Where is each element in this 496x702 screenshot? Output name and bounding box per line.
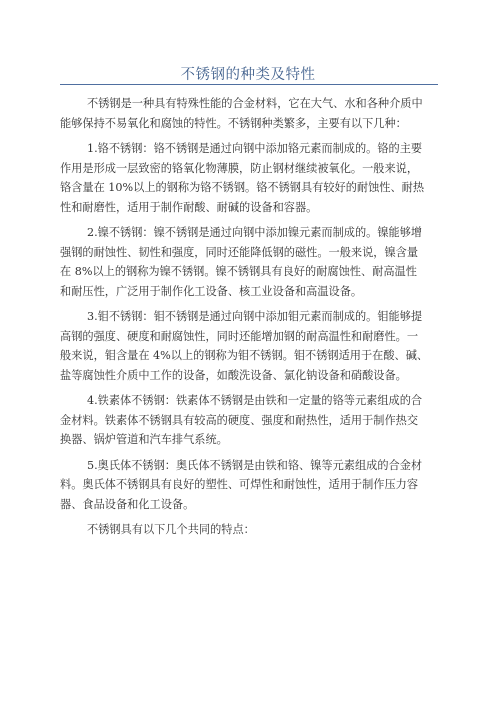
- text-line: 3.钼不锈钢：钼不锈钢是通过向钢中添加钼元素而制成的。钼能够提: [87, 310, 423, 323]
- text-line: 般来说，钼含量在 4%以上的钢称为钼不锈钢。钼不锈钢适用于在酸、碱、: [60, 349, 429, 362]
- text-line: 铬含量在 10%以上的钢称为铬不锈钢。铬不锈钢具有较好的耐蚀性、耐热: [60, 181, 425, 194]
- text-line: 不锈钢是一种具有特殊性能的合金材料，它在大气、水和各种介质中: [87, 97, 423, 110]
- text-line: 料。奥氏体不锈钢具有良好的塑性、可焊性和耐蚀性，适用于制作压力容: [60, 478, 419, 491]
- page-title: 不锈钢的种类及特性: [180, 67, 316, 83]
- title-divider: [60, 84, 438, 85]
- text-line: 高钢的强度、硬度和耐腐蚀性，同时还能增加钢的耐高温性和耐磨性。一: [60, 329, 419, 343]
- molybdenum-steel-paragraph: [60, 307, 438, 385]
- text-line: 强钢的耐蚀性、韧性和强度，同时还能降低钢的磁性。一般来说，镍含量: [60, 245, 419, 259]
- text-line: 换器、锅炉管道和汽车排气系统。: [60, 433, 228, 446]
- document-body: [60, 94, 438, 546]
- text-line: 和耐压性，广泛用于制作化工设备、核工业设备和高温设备。: [60, 284, 363, 298]
- nickel-steel-paragraph: [60, 223, 438, 301]
- common-features-paragraph: [60, 520, 438, 540]
- text-line: 1.铬不锈钢：铬不锈钢是通过向钢中添加铬元素而制成的。铬的主要: [87, 142, 423, 155]
- text-line: 5.奥氏体不锈钢：奥氏体不锈钢是由铁和铬、镍等元素组成的合金材: [87, 458, 423, 472]
- text-line: 器、食品设备和化工设备。: [60, 497, 195, 511]
- text-line: 性和耐磨性，适用于制作耐酸、耐碱的设备和容器。: [60, 200, 318, 214]
- text-line: 能够保持不易氧化和腐蚀的特性。不锈钢种类繁多，主要有以下几种：: [60, 116, 407, 130]
- text-line: 不锈钢具有以下几个共同的特点：: [87, 523, 255, 536]
- text-line: 4.铁素体不锈钢：铁素体不锈钢是由铁和一定量的铬等元素组成的合: [87, 394, 423, 407]
- text-line: 作用是形成一层致密的铬氧化物薄膜，防止钢材继续被氧化。一般来说，: [60, 161, 419, 175]
- chromium-steel-paragraph: [60, 139, 438, 217]
- text-line: 盐等腐蚀性介质中工作的设备，如酸洗设备、氯化钠设备和硝酸设备。: [60, 368, 407, 382]
- text-line: 2.镍不锈钢：镍不锈钢是通过向钢中添加镍元素而制成的。镍能够增: [87, 226, 423, 239]
- intro-paragraph: [60, 94, 438, 133]
- ferritic-steel-paragraph: [60, 391, 438, 450]
- text-line: 在 8%以上的钢称为镍不锈钢。镍不锈钢具有良好的耐腐蚀性、耐高温性: [60, 265, 417, 278]
- text-line: 金材料。铁素体不锈钢具有较高的硬度、强度和耐热性，适用于制作热交: [60, 413, 419, 427]
- austenitic-steel-paragraph: [60, 456, 438, 515]
